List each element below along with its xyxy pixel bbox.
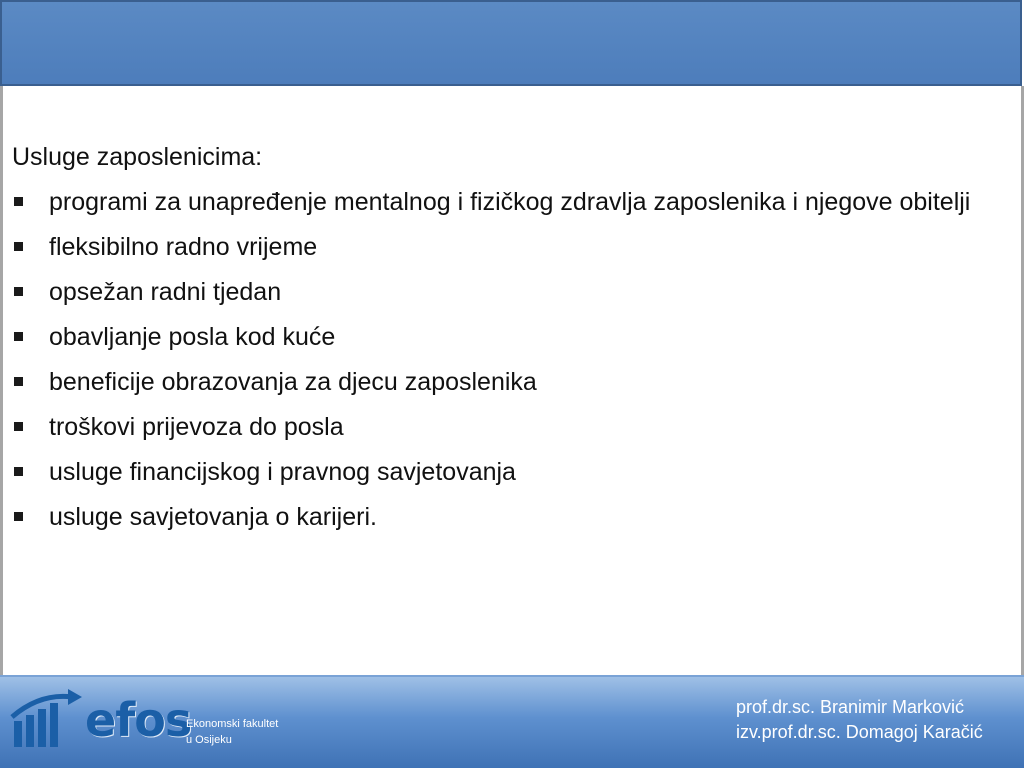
square-bullet-icon [14, 422, 23, 431]
slide-body [12, 140, 1012, 545]
list-item-text: fleksibilno radno vrijeme [49, 233, 318, 261]
list-item [12, 455, 1012, 489]
author-name: prof.dr.sc. Branimir Marković [736, 697, 965, 717]
list-item-text: programi za unapređenje mentalnog i fizičkog zdravlja zaposlenika i njegove obitelji [49, 188, 971, 216]
list-item [12, 500, 1012, 534]
list-item-text: troškovi prijevoza do posla [49, 413, 344, 441]
efos-logo [10, 685, 300, 755]
list-item-text: beneficije obrazovanja za djecu zaposlenika [49, 368, 537, 396]
bullet-list [12, 185, 1012, 534]
square-bullet-icon [14, 287, 23, 296]
list-item [12, 320, 1012, 354]
author-name: izv.prof.dr.sc. Domagoj Karačić [736, 722, 983, 742]
logo-wordmark: efos [85, 693, 192, 747]
list-item [12, 185, 1012, 219]
square-bullet-icon [14, 332, 23, 341]
title-bar [0, 0, 1022, 86]
list-item [12, 410, 1012, 444]
list-item-text: usluge financijskog i pravnog savjetovanja [49, 458, 516, 486]
logo-subtitle-line1: Ekonomski fakultet [186, 718, 279, 730]
intro-text: Usluge zaposlenicima: [12, 143, 263, 171]
square-bullet-icon [14, 377, 23, 386]
list-item-text: opsežan radni tjedan [49, 278, 282, 306]
footer-bar [0, 675, 1024, 768]
logo-subtitle-line2: u Osijeku [186, 734, 232, 746]
square-bullet-icon [14, 242, 23, 251]
square-bullet-icon [14, 512, 23, 521]
list-item [12, 365, 1012, 399]
left-frame-border [0, 86, 3, 676]
square-bullet-icon [14, 467, 23, 476]
author-credits [736, 695, 983, 745]
list-item-text: usluge savjetovanja o karijeri. [49, 503, 377, 531]
list-item-text: obavljanje posla kod kuće [49, 323, 336, 351]
bar-chart-arrow-icon [10, 687, 84, 751]
square-bullet-icon [14, 197, 23, 206]
list-item [12, 275, 1012, 309]
list-item [12, 230, 1012, 264]
